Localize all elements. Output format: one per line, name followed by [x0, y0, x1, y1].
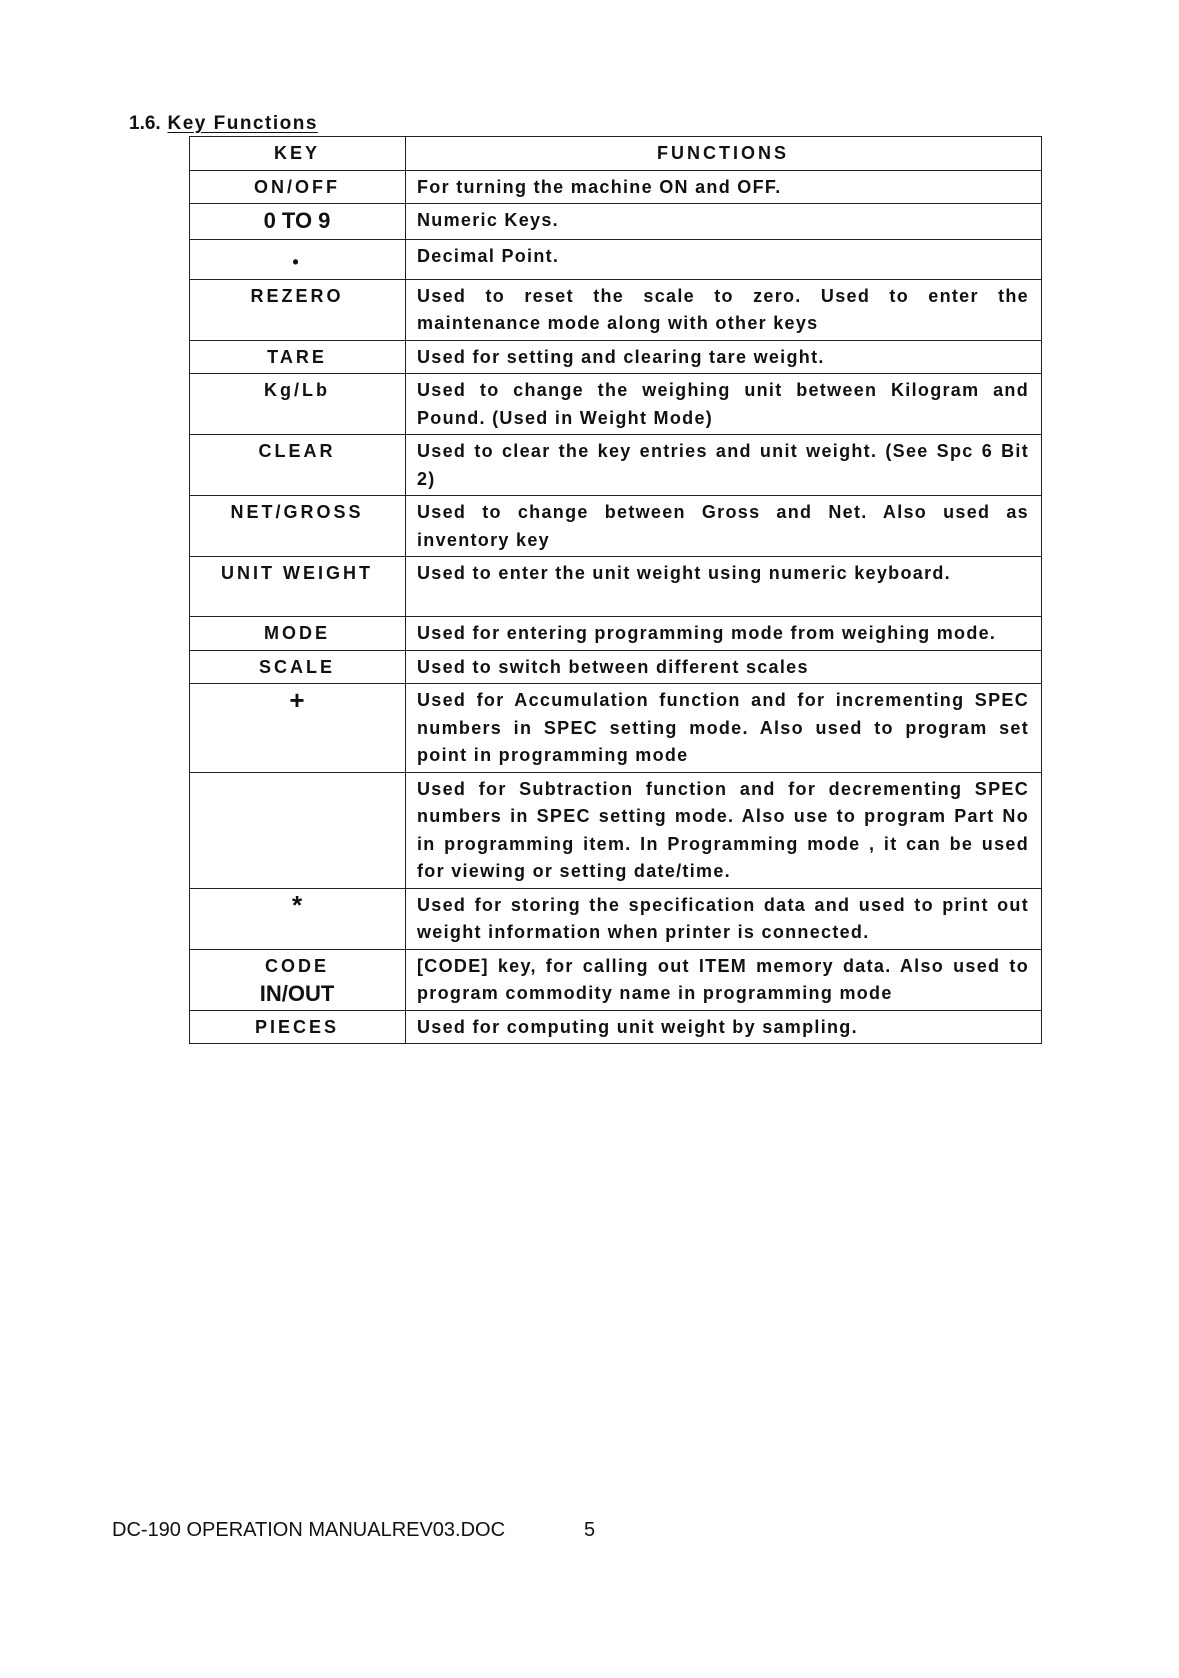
function-cell: [CODE] key, for calling out ITEM memory data. Also used to program commodity name in programming mode — [406, 949, 1042, 1010]
table-row — [190, 340, 1042, 374]
key-label: CODE — [264, 955, 329, 976]
key-cell — [190, 949, 406, 1010]
function-cell: Numeric Keys. — [406, 204, 1042, 240]
table-row — [190, 684, 1042, 773]
function-cell: Used for Subtraction function and for decrementing SPEC numbers in SPEC setting mode. Also use to program Part No in programming item. In Programming mode , it can be used for viewing or setting date/time. — [406, 772, 1042, 888]
key-cell: TARE — [190, 340, 406, 374]
plus-key-symbol: + — [289, 685, 305, 715]
key-label: 0 TO 9 — [263, 208, 331, 233]
section-heading — [129, 113, 318, 135]
table-row — [190, 496, 1042, 557]
key-cell: ON/OFF — [190, 170, 406, 204]
key-label-secondary: IN/OUT — [259, 981, 335, 1006]
section-title: Key Functions — [167, 113, 318, 134]
key-functions-table — [189, 136, 1042, 1044]
key-cell: NET/GROSS — [190, 496, 406, 557]
footer-document-name: DC-190 OPERATION MANUALREV03.DOC — [112, 1519, 506, 1541]
function-cell: Used for setting and clearing tare weight. — [406, 340, 1042, 374]
table-row — [190, 204, 1042, 240]
table-row — [190, 888, 1042, 949]
table-row — [190, 279, 1042, 340]
key-cell: UNIT WEIGHT — [190, 557, 406, 617]
function-cell: Used to enter the unit weight using numeric keyboard. — [406, 557, 1042, 617]
table-row — [190, 772, 1042, 888]
key-cell: CLEAR — [190, 435, 406, 496]
table-row — [190, 949, 1042, 1010]
page-number: 5 — [584, 1519, 596, 1541]
table-row — [190, 650, 1042, 684]
function-cell: Decimal Point. — [406, 239, 1042, 279]
function-cell: Used to change the weighing unit between Kilogram and Pound. (Used in Weight Mode) — [406, 374, 1042, 435]
table-row — [190, 617, 1042, 651]
key-cell — [190, 684, 406, 773]
key-cell — [190, 772, 406, 888]
asterisk-key-symbol: * — [291, 889, 303, 920]
section-number: 1.6. — [129, 113, 161, 134]
decimal-point-symbol: • — [292, 252, 302, 272]
function-cell: Used for entering programming mode from weighing mode. — [406, 617, 1042, 651]
column-header-functions: FUNCTIONS — [406, 137, 1042, 171]
key-cell — [190, 239, 406, 279]
table-row — [190, 239, 1042, 279]
function-cell: For turning the machine ON and OFF. — [406, 170, 1042, 204]
key-cell — [190, 888, 406, 949]
table-header-row — [190, 137, 1042, 171]
key-cell: SCALE — [190, 650, 406, 684]
function-cell: Used to clear the key entries and unit weight. (See Spc 6 Bit 2) — [406, 435, 1042, 496]
page-footer — [112, 1519, 596, 1542]
key-cell: MODE — [190, 617, 406, 651]
table-row — [190, 374, 1042, 435]
function-cell: Used for computing unit weight by sampling. — [406, 1010, 1042, 1044]
table-row — [190, 1010, 1042, 1044]
function-cell: Used to reset the scale to zero. Used to enter the maintenance mode along with other keys — [406, 279, 1042, 340]
key-cell — [190, 204, 406, 240]
key-cell: Kg/Lb — [190, 374, 406, 435]
key-cell: REZERO — [190, 279, 406, 340]
table-row — [190, 557, 1042, 617]
key-cell: PIECES — [190, 1010, 406, 1044]
function-cell: Used for storing the specification data and used to print out weight information when printer is connected. — [406, 888, 1042, 949]
function-cell: Used for Accumulation function and for incrementing SPEC numbers in SPEC setting mode. Also used to program set point in programming mode — [406, 684, 1042, 773]
table-row — [190, 435, 1042, 496]
column-header-key: KEY — [190, 137, 406, 171]
table-row — [190, 170, 1042, 204]
function-cell: Used to switch between different scales — [406, 650, 1042, 684]
function-cell: Used to change between Gross and Net. Also used as inventory key — [406, 496, 1042, 557]
